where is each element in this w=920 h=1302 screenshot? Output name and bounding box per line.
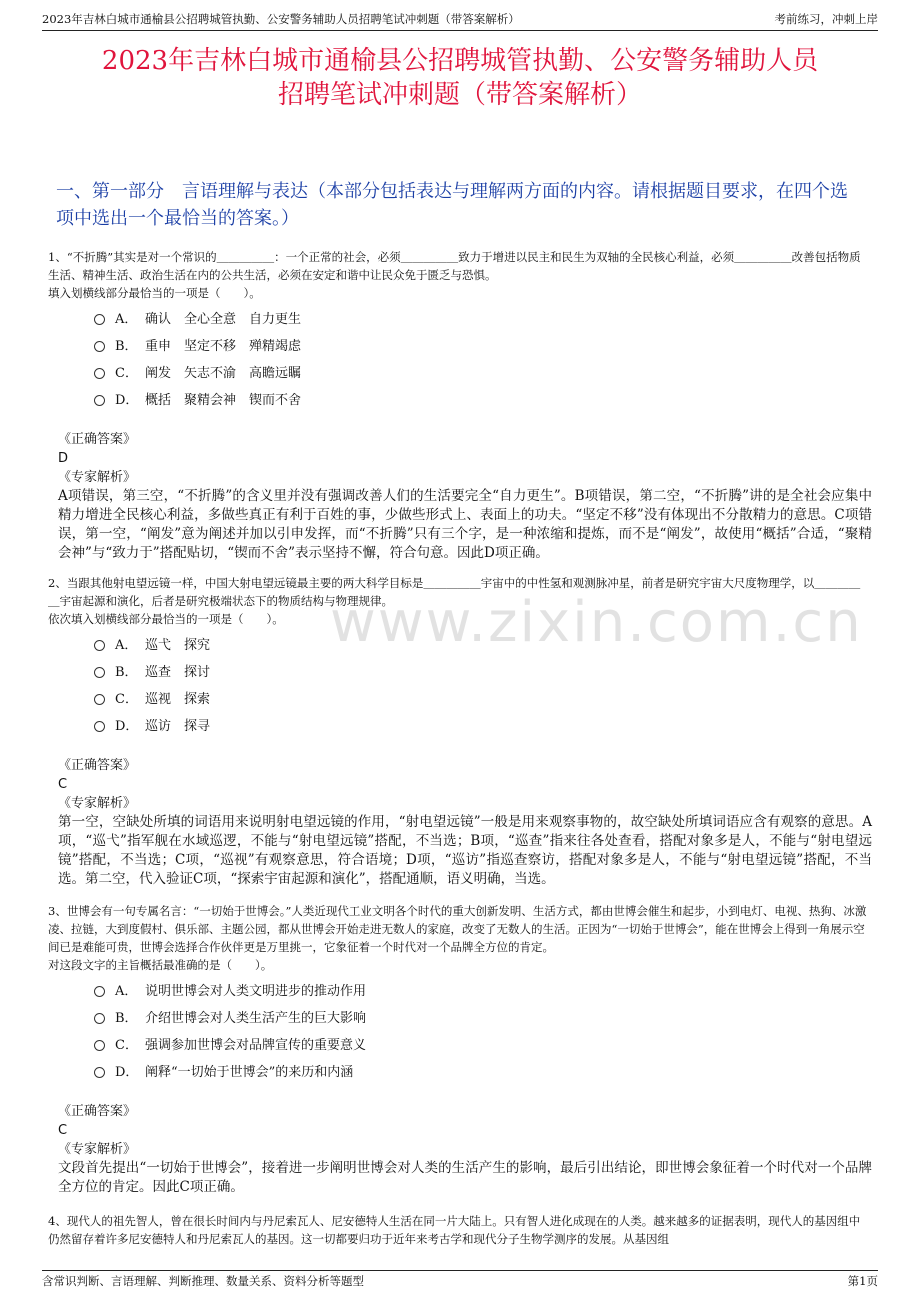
radio-icon[interactable] [94, 694, 105, 705]
question-3 [48, 902, 870, 974]
explanation: 第一空，空缺处所填的词语用来说明射电望远镜的作用，“射电望远镜”一般是用来观察事物的，故空缺处所填词语应含有观察的意思。A项，“巡弋”指军舰在水域巡逻，不能与“射电望远镜”搭配，不当选；B项，“巡查”指来往各处查看，搭配对象多是人，不能与“射电望远镜”搭配，不当选；C项，“巡视”有观察意思，符合语境；D项，“巡访”指巡查察访，搭配对象多是人，不能与“射电望远镜”搭配，不当选。第二空，代入验证C项，“探索宇宙起源和演化”，搭配通顺，语义明确，当选。 [58, 814, 872, 887]
radio-icon[interactable] [94, 1040, 105, 1051]
option-a[interactable]: A． 巡弋 探究 [94, 630, 210, 657]
explanation: 文段首先提出“一切始于世博会”，接着进一步阐明世博会对人类的生活产生的影响，最后引出结论，即世博会象征着一个时代对一个品牌全方位的肯定。因此C项正确。 [58, 1160, 872, 1195]
question-stem: 2、当跟其他射电望远镜一样，中国大射电望远镜最主要的两大科学目标是＿＿＿＿＿宇宙中的中性氢和观测脉冲星，前者是研究宇宙大尺度物理学，以＿＿＿＿＿宇宙起源和演化，后者是研究极端状态下的物质结构与物理规律。 [48, 576, 861, 608]
question-4 [48, 1212, 870, 1248]
expert-label: 《专家解析》 [58, 470, 137, 485]
explanation: A项错误，第三空，“不折腾”的含义里并没有强调改善人们的生活要完全“自力更生”。B项错误，第二空，“不折腾”讲的是全社会应集中精力增进全民核心利益，多做些真正有利于百姓的事，少做些形式上、表面上的功夫。“坚定不移”没有体现出不分散精力的意思。C项错误，第一空，“阐发”意为阐述并加以引申发挥，而“不折腾”只有三个字，是一种浓缩和提炼，而不是“阐发”，故使用“概括”合适，“聚精会神”与“致力于”搭配贴切，“锲而不舍”表示坚持不懈，符合句意。因此D项正确。 [58, 488, 872, 561]
answer-label: 《正确答案》 [58, 758, 137, 773]
answer-value: C [58, 777, 68, 792]
title-line-2: 招聘笔试冲刺题（带答案解析） [277, 80, 642, 110]
radio-icon[interactable] [94, 986, 105, 997]
radio-icon[interactable] [94, 314, 105, 325]
question-stem: 3、世博会有一句专属名言：“一切始于世博会。”人类近现代工业文明各个时代的重大创新发明、生活方式，都由世博会催生和起步，小到电灯、电视、热狗、冰激凌、拉链，大到度假村、俱乐部、主题公园，都从世博会开始走进无数人的家庭，改变了无数人的生活。正因为“一切始于世博会”，能在世博会上得到一角展示空间已是难能可贵，世博会选择合作伙伴更是万里挑一，它象征着一个时代对一个品牌全方位的肯定。 [48, 904, 867, 954]
question-prompt: 对这段文字的主旨概括最准确的是（ ）。 [48, 958, 273, 972]
radio-icon[interactable] [94, 1067, 105, 1078]
options-q2 [94, 630, 210, 738]
option-d[interactable]: D． 概括 聚精会神 锲而不舍 [94, 385, 301, 412]
option-b[interactable]: B． 介绍世博会对人类生活产生的巨大影响 [94, 1003, 366, 1030]
option-b[interactable]: B． 重申 坚定不移 殚精竭虑 [94, 331, 301, 358]
option-a[interactable]: A． 说明世博会对人类文明进步的推动作用 [94, 976, 366, 1003]
section-heading: 一、第一部分 言语理解与表达（本部分包括表达与理解两方面的内容。请根据题目要求，在四个选项中选出一个最恰当的答案。） [56, 181, 848, 229]
answer-label: 《正确答案》 [58, 432, 137, 447]
option-d[interactable]: D． 阐释“一切始于世博会”的来历和内涵 [94, 1057, 366, 1084]
footer-topics: 含常识判断、言语理解、判断推理、数量关系、资料分析等题型 [42, 1274, 364, 1288]
answer-label: 《正确答案》 [58, 1104, 137, 1119]
option-c[interactable]: C． 巡视 探索 [94, 684, 210, 711]
expert-label: 《专家解析》 [58, 796, 137, 811]
radio-icon[interactable] [94, 368, 105, 379]
question-prompt: 依次填入划横线部分最恰当的一项是（ ）。 [48, 612, 284, 626]
question-stem: 4、现代人的祖先智人，曾在很长时间内与丹尼索瓦人、尼安德特人生活在同一片大陆上。只有智人进化成现在的人类。越来越多的证据表明，现代人的基因组中仍然留存着许多尼安德特人和丹尼索瓦人的基因。这一切都要归功于近年来考古学和现代分子生物学测序的发展。从基因组 [48, 1214, 861, 1246]
page-header [42, 10, 878, 31]
question-prompt: 填入划横线部分最恰当的一项是（ ）。 [48, 286, 261, 300]
answer-block-q2 [58, 756, 872, 889]
header-slogan: 考前练习，冲刺上岸 [774, 12, 878, 26]
question-1 [48, 248, 870, 302]
answer-block-q3 [58, 1102, 872, 1197]
watermark: www.zixin.com.cn [330, 590, 863, 655]
radio-icon[interactable] [94, 640, 105, 651]
answer-value: D [58, 451, 69, 466]
radio-icon[interactable] [94, 341, 105, 352]
page-number: 第1页 [847, 1274, 878, 1288]
page-footer [42, 1270, 878, 1289]
document-title [20, 44, 900, 112]
expert-label: 《专家解析》 [58, 1142, 137, 1157]
option-b[interactable]: B． 巡查 探讨 [94, 657, 210, 684]
options-q3 [94, 976, 366, 1084]
question-stem: 1、“不折腾”其实是对一个常识的＿＿＿＿＿：一个正常的社会，必须＿＿＿＿＿致力于增进以民主和民生为双轴的全民核心利益，必须＿＿＿＿＿改善包括物质生活、精神生活、政治生活在内的公共生活，必须在安定和谐中让民众免于匮乏与恐惧。 [48, 250, 861, 282]
answer-block-q1 [58, 430, 872, 563]
title-line-1: 2023年吉林白城市通榆县公招聘城管执勤、公安警务辅助人员 [101, 46, 819, 76]
radio-icon[interactable] [94, 1013, 105, 1024]
answer-value: C [58, 1123, 68, 1138]
option-c[interactable]: C． 强调参加世博会对品牌宣传的重要意义 [94, 1030, 366, 1057]
option-d[interactable]: D． 巡访 探寻 [94, 711, 210, 738]
radio-icon[interactable] [94, 721, 105, 732]
options-q1 [94, 304, 301, 412]
header-doc-title: 2023年吉林白城市通榆县公招聘城管执勤、公安警务辅助人员招聘笔试冲刺题（带答案解析） [42, 12, 520, 26]
radio-icon[interactable] [94, 395, 105, 406]
question-2 [48, 574, 870, 628]
option-a[interactable]: A． 确认 全心全意 自力更生 [94, 304, 301, 331]
radio-icon[interactable] [94, 667, 105, 678]
option-c[interactable]: C． 阐发 矢志不渝 高瞻远瞩 [94, 358, 301, 385]
